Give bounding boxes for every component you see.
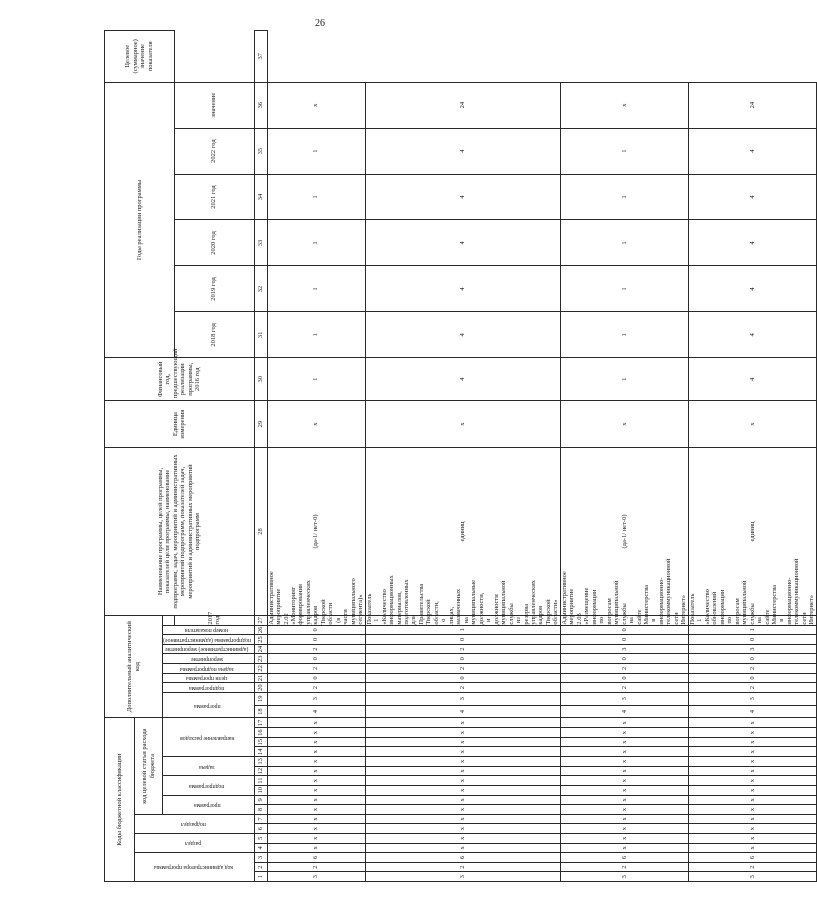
code-cell: 2: [560, 862, 688, 872]
code-cell: х: [560, 776, 688, 786]
column-number: 19: [254, 692, 267, 705]
code-cell: 0: [560, 673, 688, 683]
dac-col-task: задача подпрограммы: [163, 664, 255, 674]
year-value-cell: 4: [365, 220, 560, 266]
column-number: 31: [254, 312, 267, 358]
column-number: 1: [254, 872, 267, 882]
program-table: [104, 30, 817, 882]
code-cell: 4: [560, 705, 688, 718]
code-cell: х: [365, 737, 560, 747]
year-2022-header: 2022 год: [174, 128, 254, 174]
column-number: 30: [254, 358, 267, 401]
code-cell: х: [560, 718, 688, 728]
code-cell: 0: [267, 654, 365, 664]
code-cell: х: [267, 728, 365, 738]
code-cell: 2: [688, 664, 816, 674]
year-value-cell: 1: [267, 128, 365, 174]
code-cell: 1: [688, 625, 816, 635]
column-number: 34: [254, 174, 267, 220]
code-cell: 2: [560, 683, 688, 693]
column-number: 29: [254, 401, 267, 448]
code-cell: х: [560, 814, 688, 824]
column-number: 21: [254, 673, 267, 683]
admin-code-header: код администратора программы: [135, 853, 255, 882]
code-cell: х: [267, 824, 365, 834]
year-value-cell: 1: [267, 312, 365, 358]
column-number: 20: [254, 683, 267, 693]
row-name-cell: Показатель 1 «Количество информационных материалов, подготовленных для Правительства Тверской области, о лицах, назначенных на муниципальные должности, и должности муниципальной службы из резерва управленческих кадров Тверской области»: [365, 575, 560, 625]
dac-col-podprogramma: подпрограмма: [163, 683, 255, 693]
unit-cell: (да-1/ нет-0): [267, 448, 365, 616]
code-cell: 6: [267, 853, 365, 863]
code-cell: х: [688, 728, 816, 738]
code-cell: х: [688, 766, 816, 776]
column-number: 35: [254, 128, 267, 174]
unit-cell: единиц: [365, 448, 560, 616]
code-cell: 2: [560, 664, 688, 674]
year-value-cell: 4: [688, 266, 816, 312]
fin-year-header: Финансовый год, предшествующий реализации программы, 2016 год: [105, 358, 255, 401]
code-cell: х: [365, 814, 560, 824]
target-header: Целевое (суммарное) значение показателя: [105, 31, 175, 83]
year-value-cell: 1: [267, 174, 365, 220]
column-numbers-row: [254, 31, 267, 882]
year-value-cell: 4: [688, 312, 816, 358]
year-value-cell: 1: [560, 266, 688, 312]
year-value-cell: 1: [560, 220, 688, 266]
code-cell: 0: [267, 635, 365, 645]
column-number: 17: [254, 718, 267, 728]
column-number: 4: [254, 843, 267, 853]
column-number: 14: [254, 747, 267, 757]
column-number: 27: [254, 615, 267, 625]
code-cell: х: [365, 795, 560, 805]
unit-cell: (да-1/ нет-0): [560, 448, 688, 616]
code-cell: х: [560, 747, 688, 757]
year-value-cell: 1: [560, 312, 688, 358]
code-cell: х: [560, 833, 688, 843]
code-cell: 1: [365, 625, 560, 635]
year-value-cell: 4: [688, 220, 816, 266]
fin-year-cell: х: [365, 401, 560, 448]
dac-col-admin-sub: подпрограммы (административное): [163, 635, 255, 645]
code-cell: х: [267, 814, 365, 824]
column-number: 37: [254, 31, 267, 83]
code-cell: 0: [365, 654, 560, 664]
code-cell: х: [688, 833, 816, 843]
page-number: 26: [315, 18, 325, 29]
column-number: 36: [254, 82, 267, 128]
code-cell: 4: [688, 705, 816, 718]
zadacha-header: задача: [163, 757, 255, 776]
table-row: [267, 31, 365, 882]
column-number: 5: [254, 833, 267, 843]
year-value-cell: 1: [267, 358, 365, 401]
table-row: [688, 31, 816, 882]
column-number: 25: [254, 635, 267, 645]
target-value-cell: 24: [688, 82, 816, 128]
year-value-cell: 4: [365, 312, 560, 358]
code-cell: х: [365, 833, 560, 843]
column-number: 10: [254, 785, 267, 795]
code-cell: х: [560, 785, 688, 795]
column-number: 8: [254, 805, 267, 815]
code-cell: х: [267, 843, 365, 853]
code-cell: х: [365, 805, 560, 815]
dac-col-goal: цели программы: [163, 673, 255, 683]
code-cell: 4: [267, 705, 365, 718]
code-cell: х: [688, 843, 816, 853]
code-cell: х: [365, 747, 560, 757]
code-cell: х: [267, 718, 365, 728]
code-cell: х: [560, 728, 688, 738]
code-cell: 0: [365, 635, 560, 645]
code-cell: х: [267, 737, 365, 747]
unit-header: Единица измерения: [105, 401, 255, 448]
code-cell: 2: [267, 862, 365, 872]
code-cell: х: [560, 843, 688, 853]
code-cell: х: [267, 747, 365, 757]
code-cell: х: [560, 805, 688, 815]
year-value-cell: 4: [365, 174, 560, 220]
code-cell: х: [267, 795, 365, 805]
year-value-cell: 4: [688, 358, 816, 401]
column-number: 23: [254, 654, 267, 664]
years-header: Годы реализации программы: [105, 82, 175, 358]
fin-year-cell: х: [688, 401, 816, 448]
year-value-cell: 1: [267, 220, 365, 266]
dac-col-indicator-num: номер показателя: [163, 625, 255, 635]
code-cell: 2: [365, 644, 560, 654]
column-number: 32: [254, 266, 267, 312]
code-cell: х: [267, 805, 365, 815]
code-cell: 3: [365, 692, 560, 705]
fin-year-cell: х: [560, 401, 688, 448]
year-value-cell: 4: [365, 266, 560, 312]
code-cell: 0: [688, 673, 816, 683]
column-number: 6: [254, 824, 267, 834]
code-cell: х: [688, 805, 816, 815]
dac-col-measure: мероприятие: [163, 654, 255, 664]
column-number: 28: [254, 448, 267, 616]
code-cell: 2: [365, 664, 560, 674]
dac-header: Дополнительный аналитический код: [105, 615, 163, 718]
code-cell: 0: [365, 673, 560, 683]
dac-col-admin-measure: (административное) мероприятие: [163, 644, 255, 654]
code-cell: х: [365, 718, 560, 728]
code-cell: х: [365, 728, 560, 738]
code-cell: 0: [267, 625, 365, 635]
code-cell: х: [688, 814, 816, 824]
code-cell: 3: [688, 692, 816, 705]
column-number: 2: [254, 862, 267, 872]
podrazdel-header: подраздел: [135, 814, 255, 833]
year-2017-header: 2017 год: [174, 615, 254, 625]
code-cell: х: [560, 824, 688, 834]
code-cell: 2: [267, 664, 365, 674]
fin-year-cell: х: [267, 401, 365, 448]
code-cell: х: [688, 718, 816, 728]
dac-col-programma: программа: [163, 692, 255, 718]
code-cell: х: [560, 766, 688, 776]
code-cell: х: [560, 737, 688, 747]
code-cell: х: [267, 757, 365, 767]
napravlenie-header: направление расходов: [163, 718, 255, 757]
code-cell: х: [560, 795, 688, 805]
programma-header: программа: [163, 795, 255, 814]
year-value-cell: 4: [688, 128, 816, 174]
column-number: 9: [254, 795, 267, 805]
code-cell: х: [688, 747, 816, 757]
year-2020-header: 2020 год: [174, 220, 254, 266]
target-sub-header: значение: [174, 82, 254, 128]
code-cell: х: [365, 785, 560, 795]
code-cell: 2: [688, 683, 816, 693]
code-cell: х: [267, 785, 365, 795]
column-number: 18: [254, 705, 267, 718]
podprogramma-header: подпрограмма: [163, 776, 255, 795]
column-number: 16: [254, 728, 267, 738]
column-number: 26: [254, 625, 267, 635]
column-number: 12: [254, 766, 267, 776]
code-cell: 0: [688, 635, 816, 645]
code-cell: х: [365, 766, 560, 776]
code-cell: 6: [560, 853, 688, 863]
code-cell: 2: [365, 683, 560, 693]
code-cell: х: [267, 766, 365, 776]
year-2021-header: 2021 год: [174, 174, 254, 220]
code-cell: 3: [688, 872, 816, 882]
column-number: 33: [254, 220, 267, 266]
code-cell: х: [267, 833, 365, 843]
code-cell: х: [688, 776, 816, 786]
kcsr-header: код целевой статьи расхода бюджета: [135, 718, 163, 814]
code-cell: 3: [365, 872, 560, 882]
code-cell: х: [688, 737, 816, 747]
column-number: 13: [254, 757, 267, 767]
column-number: 22: [254, 664, 267, 674]
code-cell: х: [365, 843, 560, 853]
code-cell: 3: [267, 692, 365, 705]
unit-cell: единиц: [688, 448, 816, 616]
code-cell: 3: [560, 872, 688, 882]
code-cell: 0: [560, 625, 688, 635]
code-cell: 3: [560, 692, 688, 705]
year-value-cell: 4: [365, 128, 560, 174]
code-cell: 0: [560, 635, 688, 645]
code-cell: х: [560, 757, 688, 767]
target-value-cell: х: [560, 82, 688, 128]
code-cell: х: [688, 757, 816, 767]
column-number: 24: [254, 644, 267, 654]
table-row: [560, 31, 688, 882]
code-cell: х: [365, 824, 560, 834]
code-cell: 2: [267, 683, 365, 693]
code-cell: 3: [560, 644, 688, 654]
razdel-header: раздел: [135, 833, 255, 852]
rotated-table: [104, 30, 816, 882]
year-value-cell: 4: [688, 174, 816, 220]
code-cell: 3: [267, 872, 365, 882]
code-cell: 3: [688, 644, 816, 654]
year-2019-header: 2019 год: [174, 266, 254, 312]
code-cell: х: [365, 757, 560, 767]
year-value-cell: 1: [267, 266, 365, 312]
year-value-cell: 1: [560, 174, 688, 220]
row-name-cell: Административное мероприятие 2.02 «Мониторинг формирования управленческих кадров Тверской области (в части муниципального сегмента)»: [267, 571, 365, 625]
table-body: [267, 31, 816, 882]
column-number: 11: [254, 776, 267, 786]
table-row: [365, 31, 560, 882]
code-cell: 0: [688, 654, 816, 664]
column-number: 7: [254, 814, 267, 824]
year-value-cell: 4: [365, 358, 560, 401]
code-cell: 0: [267, 673, 365, 683]
code-cell: 0: [560, 654, 688, 664]
row-name-cell: Показатель 1 «Количество обновлений информации по вопросам муниципальной службы на сайте Министерства в информационно-телекоммуникационной сети Интернет»: [688, 558, 816, 625]
code-cell: 6: [365, 853, 560, 863]
year-value-cell: 1: [560, 358, 688, 401]
name-col-header: Наименование программы, целей программы, показателей цели программы, наименование подпрограмм, задач, мероприятий и административных мероприятий подпрограмм, показателей задач, мероприятий и административных мероприятий подпрограмм: [105, 448, 255, 616]
code-cell: 2: [267, 644, 365, 654]
code-cell: 2: [365, 862, 560, 872]
column-number: 15: [254, 737, 267, 747]
code-cell: х: [365, 776, 560, 786]
column-number: 3: [254, 853, 267, 863]
year-value-cell: 1: [560, 128, 688, 174]
code-cell: х: [688, 824, 816, 834]
code-cell: 6: [688, 853, 816, 863]
row-name-cell: Административное мероприятие 2.03 «Размещение информации по вопросам муниципальной службы на сайте Министерства в информационно-телекоммуникационной сети Интернет»: [560, 558, 688, 625]
target-value-cell: х: [267, 82, 365, 128]
code-cell: 2: [688, 862, 816, 872]
target-value-cell: 24: [365, 82, 560, 128]
code-cell: х: [688, 795, 816, 805]
code-cell: х: [688, 785, 816, 795]
year-2018-header: 2018 год: [174, 312, 254, 358]
kbk-header: Коды бюджетной классификации: [105, 718, 135, 882]
code-cell: х: [267, 776, 365, 786]
code-cell: 4: [365, 705, 560, 718]
